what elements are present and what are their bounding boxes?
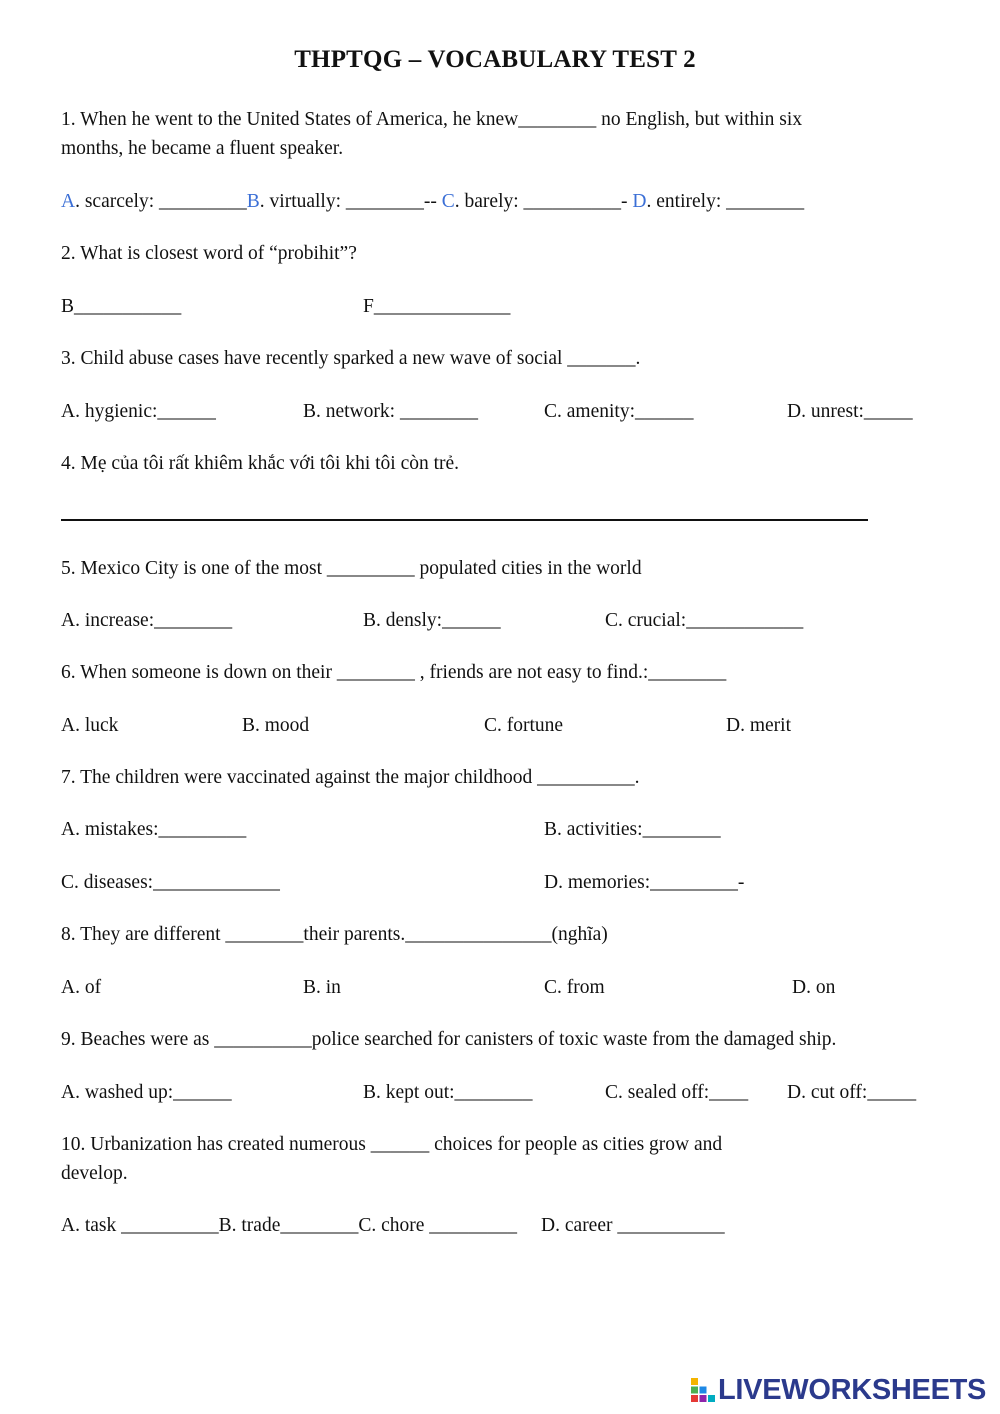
question-10-options [61,1211,725,1240]
option-a-text: . scarcely: _________ [75,191,247,212]
question-1-line-1: 1. When he went to the United States of America, he knew________ no English, but within six [61,109,803,130]
question-10-line-2: develop. [61,1163,128,1184]
liveworksheets-logo-icon [690,1377,716,1403]
question-1-line-2: months, he became a fluent speaker. [61,138,344,159]
question-10-option-c[interactable]: C. chore _________ [358,1215,518,1236]
question-3-option-d[interactable]: D. unrest:_____ [787,401,913,422]
question-8-option-c: C. from [544,977,605,998]
question-4-text: 4. Mẹ của tôi rất khiêm khắc với tôi khi tôi còn trẻ. [61,453,460,474]
option-b-text: . virtually: ________-- [259,191,442,212]
worksheet-title: THPTQG – VOCABULARY TEST 2 [294,46,696,73]
question-7-option-c[interactable]: C. diseases:_____________ [61,872,280,893]
question-1-options [61,187,804,216]
question-10-option-d[interactable]: D. career ___________ [541,1215,725,1236]
option-c-letter: C [441,191,455,212]
question-7-text: 7. The children were vaccinated against the major childhood __________. [61,767,640,788]
answer-blank-b[interactable]: B___________ [61,296,182,317]
question-5-option-c[interactable]: C. crucial:____________ [605,610,804,631]
question-10-option-a[interactable]: A. task __________ [61,1215,219,1236]
option-b-letter: B [246,191,260,212]
question-10-option-b[interactable]: B. trade________ [218,1215,359,1236]
option-c-text: . barely: __________- [454,191,633,212]
question-8-text: 8. They are different ________their parents._______________(nghĩa) [61,924,608,945]
question-9-option-d[interactable]: D. cut off:_____ [787,1082,917,1103]
question-6-option-d: D. merit [726,715,791,736]
question-4-answer-line[interactable] [61,519,868,521]
question-8-option-a: A. of [61,977,102,998]
question-6-option-c: C. fortune [484,715,564,736]
question-9-option-c[interactable]: C. sealed off:____ [605,1082,749,1103]
question-3-option-b[interactable]: B. network: ________ [303,401,478,422]
question-5-text: 5. Mexico City is one of the most _________ populated cities in the world [61,558,642,579]
answer-blank-f[interactable]: F______________ [363,296,511,317]
liveworksheets-logo-text: LIVEWORKSHEETS [718,1373,987,1406]
option-a-letter: A [61,191,76,212]
question-7-option-b[interactable]: B. activities:________ [544,819,721,840]
question-6-option-b: B. mood [242,715,310,736]
question-9-option-b[interactable]: B. kept out:________ [363,1082,533,1103]
question-10-line-1: 10. Urbanization has created numerous ______ choices for people as cities grow and [61,1134,723,1155]
question-5-option-b[interactable]: B. densly:______ [363,610,501,631]
question-5-option-a[interactable]: A. increase:________ [61,610,233,631]
question-6-option-a: A. luck [61,715,119,736]
question-2-text: 2. What is closest word of “probihit”? [61,243,357,264]
question-6-text: 6. When someone is down on their ________ , friends are not easy to find.:________ [61,662,727,683]
question-3-option-c[interactable]: C. amenity:______ [544,401,694,422]
question-9-option-a[interactable]: A. washed up:______ [61,1082,232,1103]
option-d-letter: D [632,191,647,212]
liveworksheets-logo[interactable] [690,1374,986,1406]
question-8-option-b: B. in [303,977,341,998]
question-9-text: 9. Beaches were as __________police searched for canisters of toxic waste from the damaged ship. [61,1029,837,1050]
question-7-option-d[interactable]: D. memories:_________- [544,872,745,893]
question-8-option-d: D. on [792,977,836,998]
question-3-option-a[interactable]: A. hygienic:______ [61,401,216,422]
question-7-option-a[interactable]: A. mistakes:_________ [61,819,247,840]
option-d-text: . entirely: ________ [646,191,805,212]
question-3-text: 3. Child abuse cases have recently sparked a new wave of social _______. [61,348,641,369]
